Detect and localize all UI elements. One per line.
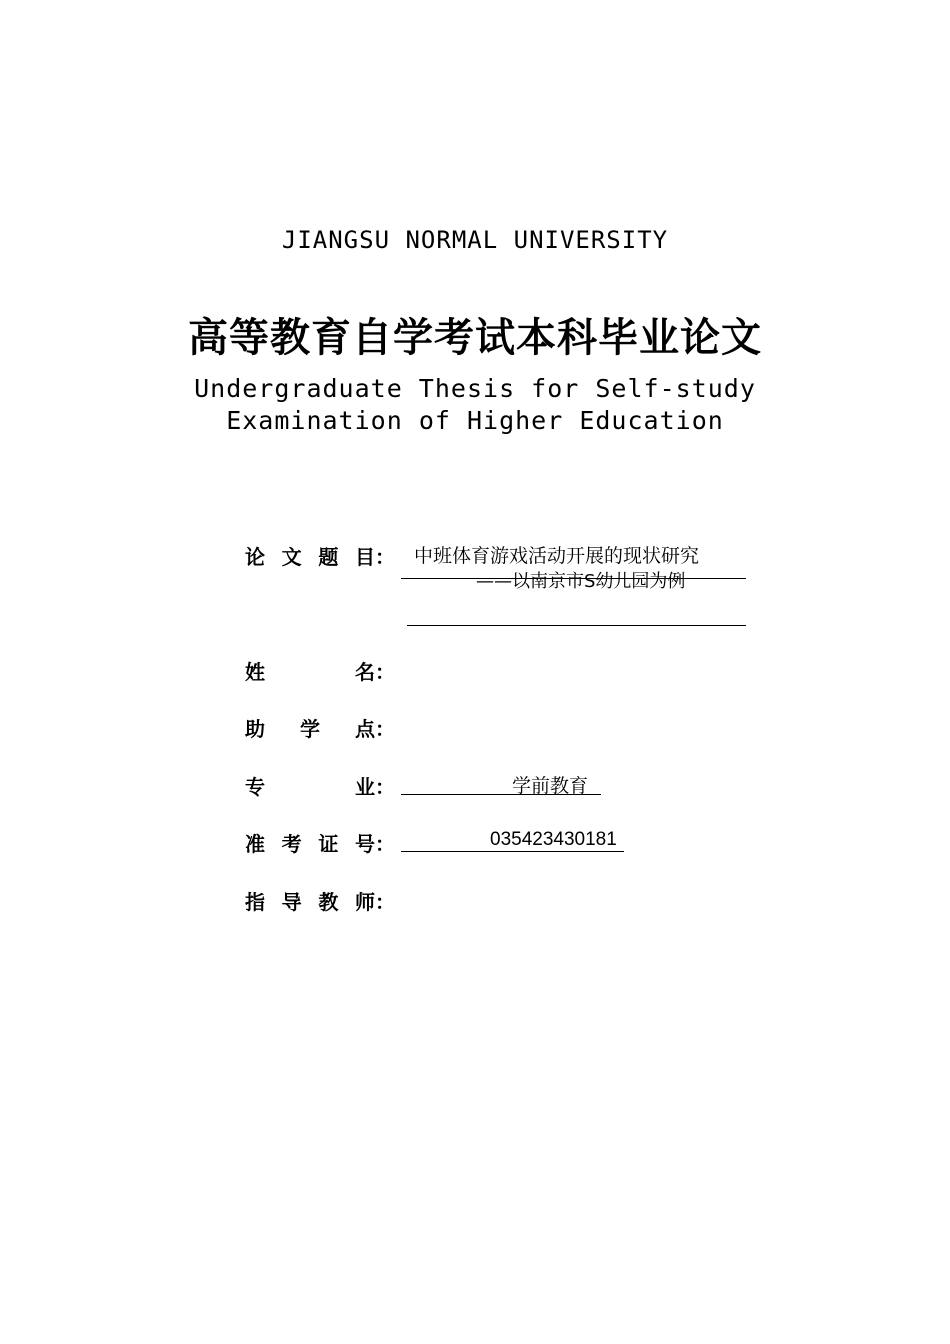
exam-id-label-char-3: 证 [318, 832, 339, 856]
topic-underline-1 [401, 578, 746, 579]
thesis-title-english-line1: Undergraduate Thesis for Self-study [194, 374, 756, 403]
major-underline [401, 794, 601, 795]
exam-id-label [245, 828, 395, 857]
topic-label [245, 541, 395, 570]
major-label [245, 771, 395, 800]
major-label-char-2: 业： [355, 775, 395, 799]
major-value: 学前教育 [512, 775, 589, 797]
university-name: JIANGSU NORMAL UNIVERSITY [281, 226, 669, 254]
advisor-label-char-1: 指 [245, 890, 265, 914]
topic-label-char-2: 文 [281, 545, 302, 569]
topic-value-line2: ——以南京市S幼儿园为例 [476, 571, 686, 592]
topic-label-char-1: 论 [245, 545, 265, 569]
advisor-label [245, 886, 395, 915]
study-center-label-char-3: 点： [355, 717, 395, 741]
study-center-label-char-2: 学 [300, 717, 320, 741]
topic-label-char-3: 题 [318, 545, 339, 569]
exam-id-label-char-2: 考 [281, 832, 302, 856]
thesis-title-english-line2: Examination of Higher Education [226, 406, 724, 435]
topic-underline-2 [407, 625, 746, 626]
exam-id-label-char-4: 号： [354, 832, 395, 856]
advisor-label-char-2: 导 [281, 890, 302, 914]
exam-id-underline [401, 851, 624, 852]
thesis-title-chinese: 高等教育自学考试本科毕业论文 [188, 314, 762, 361]
exam-id-label-char-1: 准 [245, 832, 265, 856]
name-label-char-2: 名： [355, 660, 395, 684]
topic-label-char-4: 目： [354, 545, 395, 569]
study-center-label-char-1: 助 [245, 717, 265, 741]
advisor-label-char-3: 教 [318, 890, 339, 914]
exam-id-value: 035423430181 [490, 829, 617, 850]
topic-value-line1: 中班体育游戏活动开展的现状研究 [414, 545, 700, 567]
study-center-label [245, 713, 395, 742]
major-label-char-1: 专 [245, 775, 265, 799]
name-label [245, 656, 395, 685]
advisor-label-char-4: 师： [354, 890, 395, 914]
name-label-char-1: 姓 [245, 660, 265, 684]
